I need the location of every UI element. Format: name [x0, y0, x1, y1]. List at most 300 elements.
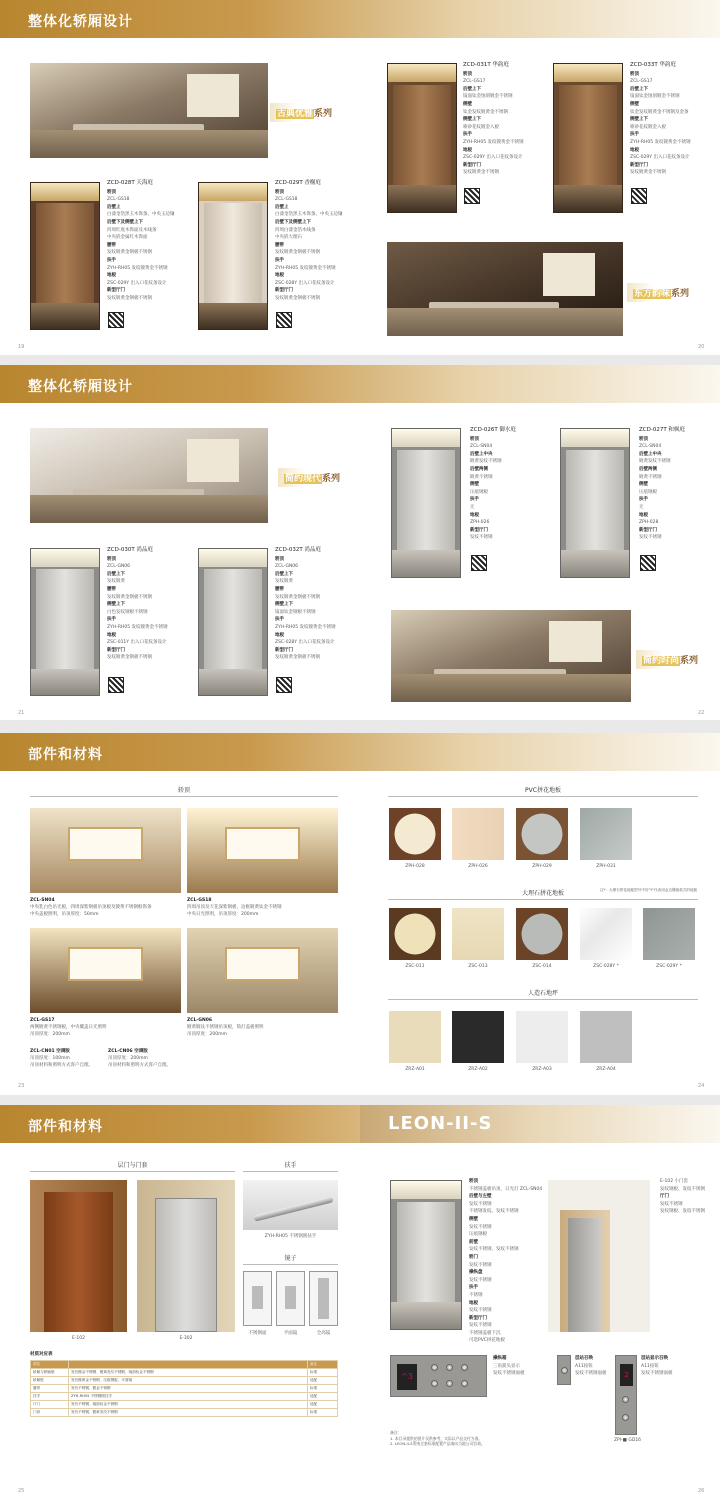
pvc-tile [516, 808, 568, 860]
spec-heading: 侧壁上下 [275, 602, 293, 608]
model-title: ZCD-029T 香榭庭 [275, 180, 321, 186]
spec-heading: 轿顶 [470, 436, 479, 442]
spec-line: 发纹不锈钢 [469, 1224, 492, 1230]
cabin-photo [30, 548, 100, 696]
cabin-photo [390, 1180, 462, 1330]
ceiling-caption: ZCL-GS18 四周吊顶及天花深紫钢板，边框镀黄钛金不锈钢 中央日光照明，吊顶厚度：200mm [187, 898, 282, 917]
mirror-diagram [276, 1271, 305, 1326]
table-row [31, 1377, 338, 1385]
qr-code [276, 677, 292, 693]
spec-heading: 扶手 [470, 497, 479, 503]
spec-line: 发纹不锈钢 [469, 1262, 492, 1268]
table-title: 材质对应表 [30, 1352, 53, 1357]
spec-line: ZCL-GS18 [107, 197, 130, 203]
table-row [31, 1385, 338, 1393]
spec-heading: 侧壁 [639, 482, 648, 488]
table-row [31, 1393, 338, 1401]
qr-code [276, 312, 292, 328]
door-caption: E-102 [71, 1336, 86, 1341]
spec-heading: 侧壁 [469, 1216, 478, 1222]
hall-spec: 层站召唤 A11按钮 发纹不锈钢面板 [575, 1356, 607, 1377]
spec-line: 中央嵌金属红木饰面 [107, 235, 148, 241]
spec-heading: 扶手 [639, 497, 648, 503]
page-number: 19 [18, 344, 25, 350]
indicator-spec: 层站显示召唤 A11按钮 发纹不锈钢面板 [641, 1356, 673, 1377]
spec-line: 可选PVC拼花地板 [469, 1338, 505, 1344]
section-header: 部件和材料 [0, 733, 720, 771]
spec-heading: 轿顶 [107, 556, 116, 562]
spec-line: 钛金发纹镀黄金不锈钢及金条 [630, 109, 689, 115]
spec-line: 镜面钛金钢板不锈钢 [275, 609, 316, 615]
spec-line: 发纹镀黄金不锈钢 [630, 170, 666, 176]
spec-heading: 新型厅门 [463, 162, 481, 168]
stone-tile-label: ZRZ-A03 [532, 1067, 552, 1072]
stone-title: 人造石地坪 [388, 988, 698, 1000]
spec-line: 发纹镀黄金钢板不锈钢 [107, 250, 152, 256]
handrail-caption: ZYH-RH05 不锈钢圆扶手 [264, 1234, 317, 1239]
spec-heading: 新型厅门 [639, 527, 657, 533]
stone-tile [452, 1011, 504, 1063]
ceiling-caption: ZCL-GS17 两侧镀黄不锈钢板，中央覆盖日光照明 吊顶厚度：200mm [30, 1018, 107, 1037]
spec-heading: 轿顶 [469, 1179, 478, 1184]
mirror-caption: 全高镜 [316, 1331, 331, 1336]
ceiling-option: ZCL-CN01 空调版 吊顶厚度：100mm 吊顶材料和照明方式客户自理。 [30, 1049, 93, 1068]
table-cell: 轿厢与轿厢壁 [31, 1369, 69, 1377]
spec-heading: 轿顶 [630, 71, 639, 77]
cop-spec: 操纵箱 三角箭头显示 发纹不锈钢面板 [493, 1356, 525, 1377]
spec-heading: 侧壁上下 [630, 117, 648, 123]
marble-title: 大理石拼花地板 [388, 888, 698, 900]
door-photo [30, 1180, 127, 1332]
cabin-photo [391, 428, 461, 578]
spec-heading: 新型厅门 [470, 527, 488, 533]
spec-heading: 轿顶 [107, 189, 116, 195]
spec-heading: 后壁上下 [630, 86, 648, 92]
spec-heading: 地板 [639, 512, 648, 518]
page-number: 25 [18, 1488, 25, 1494]
qr-code [108, 677, 124, 693]
stone-tile-label: ZRZ-A04 [596, 1067, 616, 1072]
series-label: 简约现代系列 [278, 468, 346, 487]
marble-tile-label: ZSC-029Y * [656, 964, 682, 969]
spec-line: 喷砂花纹镀金入板 [630, 124, 666, 130]
spec-heading: 地板 [275, 632, 284, 638]
spec-line: 发纹不锈钢 [660, 1201, 683, 1207]
spec-line: ZSC-028Y 出入口花纹条设计 [275, 640, 335, 646]
spec-heading: 侧壁上下 [463, 117, 481, 123]
cabin-photo [553, 63, 623, 213]
door-photo [137, 1180, 235, 1332]
spec-heading: 侧壁 [470, 482, 479, 488]
table-cell: 扶手 [31, 1393, 69, 1401]
spec-line: 发纹镀黄金钢板不锈钢 [275, 250, 320, 256]
spec-line: ZCL-GS17 [630, 79, 653, 85]
table-cell: 选配 [308, 1377, 338, 1385]
spread-modern [0, 365, 720, 720]
series-label: 东方韵味系列 [627, 283, 695, 302]
table-cell: 发纹不锈钢、镀黄发纹不锈钢 [69, 1409, 308, 1417]
spec-line: ZCL-SN04 [470, 444, 493, 450]
spec-line: 发纹镀黄 [275, 579, 293, 585]
model-title: ZCD-027T 和枫庭 [639, 427, 685, 433]
spec-heading: 厅门 [660, 1194, 669, 1200]
spec-line: 白漆金箔黑玉木饰条、中央玉边镶 [275, 212, 343, 218]
spec-line: 压痕钢板 [469, 1232, 487, 1238]
spec-heading: 地板 [107, 273, 116, 279]
spec-heading: 扶手 [107, 257, 116, 263]
mirror-caption: 平面镜 [283, 1331, 298, 1336]
model-spec [639, 427, 720, 542]
spec-line: 发纹镀黄金钢板不锈钢 [275, 594, 320, 600]
spec-heading: 轿顶 [639, 436, 648, 442]
qr-code [631, 188, 647, 204]
spec-heading: 地板 [107, 632, 116, 638]
spec-line: 发纹不锈钢 [469, 1201, 492, 1207]
stone-tile-label: ZRZ-A02 [468, 1067, 488, 1072]
spec-line: 发纹镀黄金钢板不锈钢 [107, 655, 152, 661]
spec-heading: 后壁与左壁 [469, 1194, 492, 1200]
model-spec [470, 427, 560, 542]
spec-line: 压痕钢板 [470, 489, 488, 495]
model-title: ZCD-031T 华韵庭 [463, 62, 509, 68]
table-row [31, 1361, 338, 1369]
indicator-display: 2 [620, 1364, 633, 1386]
spec-line: ZYH-RH05 发纹镀黄金不锈钢 [275, 624, 336, 630]
spec-heading: 后壁上下 [107, 571, 125, 577]
spec-line: 发纹镀黄金钢板不锈钢 [275, 655, 320, 661]
page-number: 24 [698, 1083, 705, 1089]
mirror-diagram [243, 1271, 272, 1326]
spec-line: 钛金发纹镀黄金不锈钢 [463, 109, 508, 115]
spec-line: ZPH-026 [470, 520, 490, 526]
table-row [31, 1409, 338, 1417]
spec-heading: 后壁上中央 [470, 451, 493, 457]
spec-heading: 轿顶 [463, 71, 472, 77]
table-cell: ZYH-RH05 不锈钢圆扶手 [69, 1393, 308, 1401]
series-label: 简约时尚系列 [636, 650, 704, 669]
cabin-photo [198, 182, 268, 330]
model-spec [630, 62, 720, 177]
spec-heading: 地板 [469, 1300, 478, 1306]
spec-line: 发纹不锈钢 [469, 1308, 492, 1314]
hall-indicator-panel [615, 1355, 637, 1435]
marble-tile-label: ZSC-028Y * [593, 964, 619, 969]
spec-heading: 后壁上下 [275, 571, 293, 577]
pvc-title: PVC拼花地板 [388, 785, 698, 797]
spec-heading: 新型厅门 [469, 1315, 487, 1321]
spec-line: 发纹不锈钢 [639, 535, 662, 541]
spec-heading: 前壁 [469, 1239, 478, 1245]
spec-heading: 侧壁上下 [107, 602, 125, 608]
handrail-title: 扶手 [243, 1160, 338, 1172]
spec-heading: 地板 [630, 147, 639, 153]
spec-heading: 腰带 [275, 242, 284, 248]
interior-photo [30, 63, 268, 158]
spec-line: ZCL-GN06 [275, 564, 299, 570]
model-spec [107, 547, 197, 662]
table-cell: 选配 [308, 1393, 338, 1401]
spec-line: E-102 小门套 [660, 1179, 688, 1184]
spec-heading: 扶手 [107, 617, 116, 623]
spec-line: 发纹不锈钢 [470, 535, 493, 541]
spec-line: 白漆金箔黑玉木饰条、中央玉边镶 [107, 212, 175, 218]
ceiling-option: ZCL-CN06 空调版 吊顶厚度：200mm 吊顶材料和照明方式客户自理。 [108, 1049, 171, 1068]
pvc-tile [580, 808, 632, 860]
model-title: ZCD-033T 华韵庭 [630, 62, 676, 68]
spec-heading: 扶手 [275, 257, 284, 263]
spec-line: 无 [639, 504, 644, 510]
table-cell: 标准 [308, 1369, 338, 1377]
spec-line: 发纹不锈钢 [469, 1323, 492, 1329]
spec-line: 发纹不锈钢、发纹不锈钢 [469, 1247, 519, 1253]
pvc-tile-label: ZPH-031 [596, 864, 616, 869]
spec-heading: 地板 [463, 147, 472, 153]
call-button [622, 1396, 629, 1403]
spec-heading: 轿顶 [275, 556, 284, 562]
spec-heading: 后壁上下 [463, 86, 481, 92]
marble-tile [389, 908, 441, 960]
cabin-photo [198, 548, 268, 696]
interior-photo [391, 610, 631, 702]
spec-line: 中央嵌大理石 [275, 235, 302, 241]
marble-tile [516, 908, 568, 960]
model-spec [275, 180, 365, 303]
marble-tile-label: ZSC-013 [468, 964, 488, 969]
spec-line: 镀黄发纹不锈钢 [639, 459, 671, 465]
product-title: LEON-II-S [360, 1105, 720, 1143]
marble-tile-label: ZSC-011 [405, 964, 425, 969]
ceiling-caption: ZCL-SN04 中央乳白色吊光板，四周深紫钢板吊顶板及镀黄不锈钢框饰条 中央盖板照明，吊顶厚度：50mm [30, 898, 152, 917]
spec-heading: 后壁两侧 [470, 466, 488, 472]
floor-button [446, 1380, 453, 1387]
spec-heading: 新型厅门 [275, 288, 293, 294]
hall-call-panel [557, 1355, 571, 1385]
spec-heading: 腰带 [107, 586, 116, 592]
spec-heading: 新型厅门 [107, 288, 125, 294]
model-spec [463, 62, 553, 177]
spread-leon [0, 1105, 720, 1500]
model-spec [275, 547, 365, 662]
spec-line: 喷砂花纹镀金入板 [463, 124, 499, 130]
spec-heading: 扶手 [469, 1285, 478, 1291]
spec-line: 不锈钢盖板下沉 [469, 1330, 501, 1336]
spec-line: ZYH-RH05 发纹镀黄金不锈钢 [630, 139, 691, 145]
pvc-tile [452, 808, 504, 860]
marble-note: 注*：大理石拼花地板型号中后"Y"代表用金边镶嵌款式的地板 [600, 888, 698, 892]
spec-line: ZYH-RH05 发纹镀黄金不锈钢 [107, 265, 168, 271]
marble-tile [643, 908, 695, 960]
spec-heading: 扶手 [463, 132, 472, 138]
table-cell: 门套 [31, 1409, 69, 1417]
model-title: ZCD-030T 尚品庭 [107, 547, 153, 553]
model-title: ZCD-028T 天海庭 [107, 180, 153, 186]
spec-line: 不锈钢盖板吊顶，日光灯 ZCL-SN04 [469, 1186, 543, 1192]
pvc-tile-label: ZPH-029 [532, 864, 552, 869]
spec-line: ZSC-029Y 出入口花纹条设计 [463, 155, 523, 161]
spec-heading: 地板 [470, 512, 479, 518]
pvc-tile-label: ZPH-028 [405, 864, 425, 869]
spec-heading: 后壁下及侧壁上下 [275, 219, 311, 225]
model-spec [469, 1178, 559, 1345]
spec-line: 发纹镀黄金不锈钢 [463, 170, 499, 176]
section-header: 部件和材料 [0, 1105, 720, 1143]
floor-button [446, 1364, 453, 1371]
call-button [622, 1414, 629, 1421]
spec-line: 发纹镀黄金钢板不锈钢 [107, 594, 152, 600]
spec-heading: 后壁两侧 [639, 466, 657, 472]
spec-line: 发纹镀黄金钢板不锈钢 [107, 295, 152, 301]
table-cell: 选配 [308, 1401, 338, 1409]
call-button [561, 1367, 568, 1374]
table-cell: 备注 [308, 1361, 338, 1369]
spec-heading: 腰带 [275, 586, 284, 592]
spec-line: 四周红底木饰面及木线条 [107, 227, 157, 233]
pvc-tile [389, 808, 441, 860]
material-table [30, 1360, 338, 1417]
door-caption: E-302 [179, 1336, 193, 1341]
model-spec [660, 1178, 715, 1216]
spec-heading: 后壁上 [275, 204, 289, 210]
table-row [31, 1369, 338, 1377]
cabin-photo [560, 428, 630, 578]
spec-heading: 新型厅门 [107, 647, 125, 653]
table-cell: 发纹镀金不锈钢、镀黄发纹不锈钢、镜面钛金不锈钢 [69, 1369, 308, 1377]
spread-elegant [0, 0, 720, 355]
marble-tile-label: ZSC-014 [532, 964, 552, 969]
spec-heading: 新型厅门 [630, 162, 648, 168]
spec-heading: 后壁下及侧壁上下 [107, 219, 143, 225]
table-cell: 部位 [31, 1361, 69, 1369]
pvc-tile-label: ZPH-026 [468, 864, 488, 869]
ceiling-photo [187, 928, 338, 1013]
spec-heading: 后壁上中央 [639, 451, 662, 457]
stone-tile [389, 1011, 441, 1063]
mirror-title: 镜子 [243, 1253, 338, 1265]
ceiling-caption: ZCL-GN06 镀黄镀钛不锈钢吊顶板，筒灯盖板照明 吊顶厚度：200mm [187, 1018, 264, 1037]
interior-photo [30, 428, 268, 523]
section-header: 整体化轿厢设计 [0, 0, 720, 38]
table-cell: 发纹镀黄金不锈钢、压痕钢板、平面镜 [69, 1377, 308, 1385]
door-frame-photo [548, 1180, 650, 1332]
handrail-photo [243, 1180, 338, 1230]
section-header: 整体化轿厢设计 [0, 365, 720, 403]
spec-line: 发纹不锈钢 [469, 1277, 492, 1283]
model-title: ZCD-026T 御水庭 [470, 427, 516, 433]
qr-code [108, 312, 124, 328]
spec-heading: 后壁上 [107, 204, 121, 210]
cabin-photo [30, 182, 100, 330]
spec-heading: 地板 [275, 273, 284, 279]
spec-heading: 扶手 [275, 617, 284, 623]
spec-line: ZCL-GN06 [107, 564, 131, 570]
spec-line: ZCL-SN04 [639, 444, 662, 450]
cop-panel [390, 1355, 487, 1397]
spec-heading: 操纵盘 [469, 1270, 483, 1276]
page-number: 22 [698, 710, 705, 716]
spec-line: ZYH-RH05 发纹镀黄金不锈钢 [463, 139, 524, 145]
table-cell: 标准 [308, 1385, 338, 1393]
notes: 备注： 1. 本目录提供的图片仅供参考，实际以产品交付为准。 2. LEON-II-S系统全套标准配置产品请向当地公司咨询。 [390, 1430, 485, 1446]
series-label: 古典优雅系列 [270, 103, 338, 122]
spec-line: 镜面钛金蚀刻镀金不锈钢 [630, 94, 680, 100]
door-title: 层门与门套 [30, 1160, 235, 1172]
spec-heading: 轿门 [469, 1254, 478, 1260]
spec-line: 发纹镀黄金钢板不锈钢 [275, 295, 320, 301]
model-title: ZCD-032T 尚品庭 [275, 547, 321, 553]
stone-tile-label: ZRZ-A01 [405, 1067, 425, 1072]
spec-line: 镀黄不锈钢 [639, 474, 662, 480]
spec-line: ZSC-029Y 出入口花纹条设计 [107, 280, 167, 286]
table-cell: 标准 [308, 1409, 338, 1417]
spec-line: 不锈钢发纹、发纹不锈钢 [469, 1209, 519, 1215]
floor-button [431, 1364, 438, 1371]
table-row [31, 1401, 338, 1409]
table-cell: 轿厢壁 [31, 1377, 69, 1385]
table-cell [69, 1361, 308, 1369]
qr-code [464, 188, 480, 204]
spec-line: 无 [470, 504, 475, 510]
spec-line: ZSC-029Y 出入口花纹条设计 [630, 155, 690, 161]
spec-heading: 侧壁 [630, 101, 639, 107]
cabin-photo [387, 63, 457, 213]
indicator-caption: ZPI-■ GD16 [613, 1438, 642, 1443]
ceiling-photo [30, 928, 181, 1013]
page-number: 23 [18, 1083, 25, 1089]
spec-heading: 新型厅门 [275, 647, 293, 653]
table-cell: 厅门 [31, 1401, 69, 1409]
interior-photo [387, 242, 623, 336]
table-cell: 腰带 [31, 1385, 69, 1393]
spec-line: 发纹镀黄 [107, 579, 125, 585]
spec-line: 发纹钢板、发纹不锈钢 [660, 1209, 705, 1215]
table-cell: 发纹不锈钢、镜面钛金不锈钢 [69, 1401, 308, 1409]
qr-code [471, 555, 487, 571]
spec-line: 镜面钛金蚀刻镀金不锈钢 [463, 94, 513, 100]
stone-tile [516, 1011, 568, 1063]
marble-tile [452, 908, 504, 960]
spec-line: ZCL-GS18 [275, 197, 298, 203]
spec-line: 镀黄不锈钢 [470, 474, 493, 480]
spec-heading: 侧壁 [463, 101, 472, 107]
spec-line: ZCL-GS17 [463, 79, 486, 85]
spec-line: ZYH-RH05 发纹镀黄金不锈钢 [107, 624, 168, 630]
page-number: 26 [698, 1488, 705, 1494]
model-spec [107, 180, 197, 303]
spec-heading: 轿顶 [275, 189, 284, 195]
ceiling-photo [30, 808, 181, 893]
spec-line: 不锈钢 [469, 1292, 483, 1298]
floor-button [461, 1380, 468, 1387]
spread-materials [0, 733, 720, 1095]
spec-line: ZYH-RH05 发纹镀黄金不锈钢 [275, 265, 336, 271]
ceiling-photo [187, 808, 338, 893]
mirror-diagram [309, 1271, 338, 1326]
ceiling-title: 轿顶 [30, 785, 338, 797]
spec-line: ZSC-028Y 出入口花纹条设计 [275, 280, 335, 286]
qr-code [640, 555, 656, 571]
spec-line: 压痕钢板 [639, 489, 657, 495]
spec-heading: 腰带 [107, 242, 116, 248]
marble-tile [580, 908, 632, 960]
spec-line: 发纹钢板、发纹不锈钢 [660, 1186, 705, 1192]
floor-button [461, 1364, 468, 1371]
stone-tile [580, 1011, 632, 1063]
page-number: 20 [698, 344, 705, 350]
spec-line: ZPH-028 [639, 520, 659, 526]
spec-heading: 扶手 [630, 132, 639, 138]
spec-line: 四周白漆金箔木线条 [275, 227, 316, 233]
table-cell: 发纹不锈钢、镀金不锈钢 [69, 1385, 308, 1393]
